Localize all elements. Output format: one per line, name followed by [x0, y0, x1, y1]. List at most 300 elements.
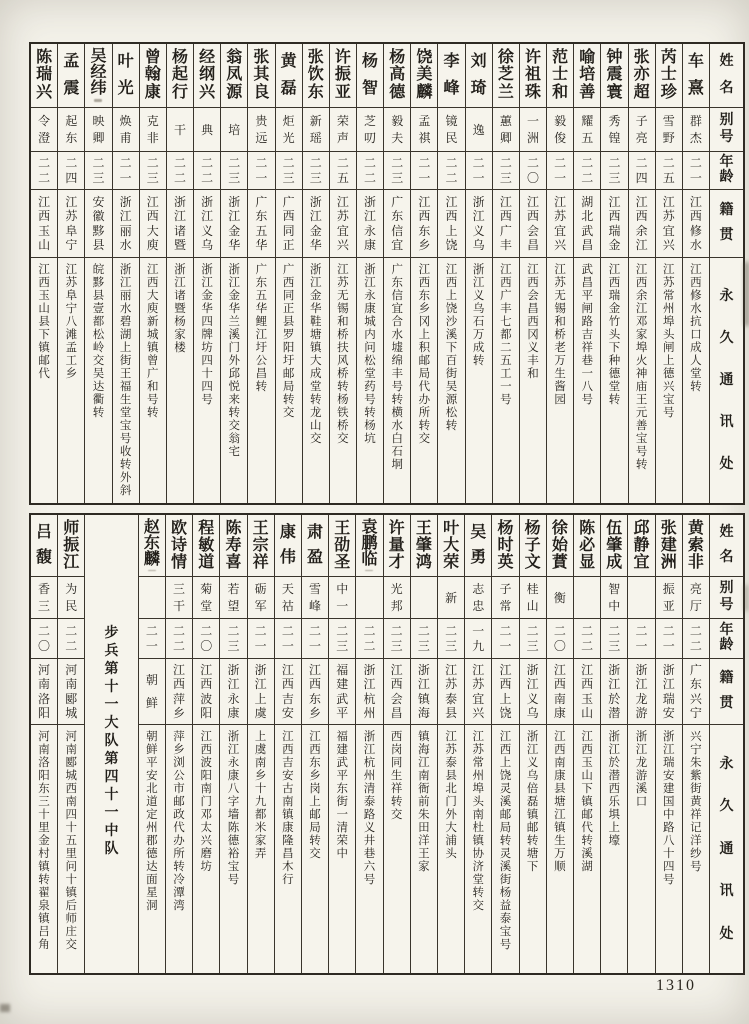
glyph: 生 — [554, 368, 566, 380]
name-cell — [683, 515, 709, 577]
glyph: 一 — [255, 170, 268, 185]
glyph: 高 — [389, 66, 406, 84]
glyph: 兵 — [104, 644, 119, 659]
glyph: 街 — [445, 368, 458, 380]
glyph: 正 — [282, 238, 295, 253]
age-cell — [493, 152, 519, 190]
glyph: 镇 — [581, 796, 593, 808]
glyph: 浙 — [472, 194, 485, 209]
glyph: 通 — [719, 373, 734, 388]
address-cell — [493, 258, 519, 503]
alias-cell — [683, 577, 709, 619]
glyph: 昌 — [527, 303, 539, 315]
glyph: 名 — [719, 80, 734, 96]
glyph: 兴 — [36, 84, 53, 102]
glyph: 西 — [608, 209, 621, 224]
native-place-cell — [357, 190, 383, 258]
glyph: 江 — [147, 264, 159, 276]
glyph: 萍 — [173, 731, 185, 743]
address-cell — [166, 725, 192, 973]
glyph: 华 — [201, 303, 213, 315]
glyph: 江 — [65, 194, 78, 209]
footnote-mark — [365, 570, 373, 571]
glyph: 楼 — [174, 342, 186, 354]
glyph: 代 — [418, 381, 431, 393]
glyph: 碧 — [119, 316, 132, 328]
glyph: 邮 — [526, 822, 539, 834]
glyph: 浙 — [227, 731, 240, 743]
glyph: 江 — [635, 194, 648, 209]
glyph: 江 — [363, 677, 376, 692]
glyph: 陈 — [225, 519, 242, 537]
glyph: 号 — [147, 394, 159, 406]
glyph: 起 — [65, 113, 78, 128]
glyph: 江 — [119, 209, 132, 224]
glyph: 兰 — [497, 84, 514, 102]
address-cell — [628, 725, 654, 973]
glyph: 无 — [554, 290, 566, 302]
native-place-cell — [465, 659, 491, 725]
glyph: 乐 — [608, 796, 621, 808]
glyph: 溪 — [445, 329, 458, 341]
glyph: 蕡 — [551, 553, 568, 571]
glyph: 平 — [581, 290, 594, 302]
person-column — [57, 515, 84, 973]
glyph: 兴 — [690, 731, 702, 743]
name-cell — [220, 515, 246, 577]
glyph: 劭 — [334, 536, 351, 554]
glyph: 第 — [104, 662, 119, 677]
glyph: 许 — [388, 519, 405, 537]
glyph: 镇 — [147, 342, 159, 354]
address-cell — [520, 725, 546, 973]
name-cell — [574, 44, 600, 108]
alias-cell — [275, 577, 301, 619]
glyph: 路 — [662, 822, 675, 834]
native-place-cell — [656, 659, 682, 725]
roster-table-bottom — [29, 513, 745, 975]
glyph: 塘 — [309, 329, 322, 341]
glyph: 一 — [145, 639, 158, 654]
glyph: 浙 — [526, 731, 539, 743]
glyph: 江 — [690, 264, 702, 276]
glyph: 才 — [388, 553, 405, 571]
glyph: 会 — [390, 691, 403, 706]
glyph: 康 — [364, 303, 376, 315]
glyph: 乡 — [65, 368, 78, 380]
glyph: 寿 — [225, 536, 242, 554]
glyph: 外 — [228, 355, 241, 367]
glyph: 永 — [364, 223, 377, 238]
glyph: 宝 — [119, 420, 132, 432]
glyph: 局 — [309, 822, 321, 834]
glyph: 镇 — [38, 342, 50, 354]
person-column — [31, 515, 57, 973]
person-column — [519, 44, 546, 503]
glyph: 萍 — [173, 691, 186, 706]
glyph: 丰 — [500, 303, 512, 315]
glyph: 吉 — [281, 691, 294, 706]
glyph: 姓 — [719, 524, 734, 540]
glyph: 广 — [499, 223, 512, 238]
glyph: 永 — [364, 290, 376, 302]
native-place-cell — [520, 190, 546, 258]
person-column — [165, 515, 192, 973]
glyph: 十 — [254, 783, 267, 795]
glyph: 百 — [445, 355, 458, 367]
glyph: 阜 — [65, 223, 78, 238]
glyph: 江 — [38, 264, 50, 276]
glyph: 阳 — [200, 770, 212, 782]
glyph: 欧 — [171, 519, 188, 537]
glyph: 局 — [499, 822, 512, 834]
glyph: 浦 — [445, 835, 457, 847]
glyph: 门 — [200, 796, 212, 808]
glyph: 黄 — [687, 519, 704, 537]
glyph: 定 — [146, 809, 158, 821]
glyph: 常 — [472, 757, 485, 769]
alias-cell — [547, 577, 573, 619]
glyph: 苏 — [472, 677, 485, 692]
native-place-cell — [438, 190, 464, 258]
glyph: 宜 — [391, 303, 403, 315]
glyph: 阜 — [65, 290, 78, 302]
glyph: 武 — [581, 264, 594, 276]
glyph: 湖 — [581, 194, 594, 209]
age-cell — [656, 152, 682, 190]
name-cell — [166, 515, 192, 577]
glyph: 宜 — [391, 238, 404, 253]
name-cell — [139, 515, 165, 577]
glyph: 滩 — [65, 329, 78, 341]
glyph: 野 — [662, 131, 675, 146]
glyph: 隆 — [282, 835, 294, 847]
age-cell — [113, 152, 139, 190]
person-column — [627, 515, 654, 973]
glyph: 问 — [364, 342, 376, 354]
glyph: 九 — [472, 639, 485, 654]
glyph: 泰 — [445, 757, 457, 769]
name-cell — [140, 44, 166, 108]
glyph: 义 — [201, 223, 214, 238]
glyph: 毅 — [391, 113, 404, 128]
glyph: 河 — [65, 731, 77, 743]
person-column — [220, 44, 247, 503]
alias-cell — [194, 108, 220, 152]
glyph: 江 — [336, 194, 349, 209]
person-column — [383, 44, 410, 503]
glyph: 年 — [719, 155, 734, 171]
glyph: 转 — [364, 407, 376, 419]
glyph: 二 — [581, 156, 594, 171]
age-cell — [683, 152, 709, 190]
glyph: 五 — [336, 170, 349, 185]
age-cell — [220, 619, 246, 659]
glyph: 黟 — [92, 277, 105, 289]
glyph: 峰 — [309, 598, 322, 613]
glyph: 江 — [500, 264, 512, 276]
glyph: 松 — [445, 407, 458, 419]
name-cell — [221, 44, 247, 108]
glyph: 龄 — [719, 638, 734, 654]
glyph: 西 — [309, 744, 321, 756]
glyph: 鞋 — [309, 316, 322, 328]
glyph: 药 — [364, 381, 376, 393]
glyph: 二 — [417, 623, 430, 638]
alias-cell — [248, 108, 274, 152]
glyph: 沙 — [445, 316, 458, 328]
glyph: 路 — [581, 316, 594, 328]
glyph: 江 — [38, 194, 51, 209]
glyph: 起 — [171, 66, 188, 84]
glyph: 壹 — [92, 303, 105, 315]
glyph: 康 — [553, 705, 566, 720]
glyph: 酱 — [554, 381, 566, 393]
glyph: 兴 — [200, 835, 212, 847]
native-place-cell — [275, 659, 301, 725]
glyph: 号 — [364, 394, 376, 406]
glyph: 转 — [309, 394, 322, 406]
glyph: 浙 — [201, 264, 213, 276]
glyph: 二 — [662, 623, 675, 638]
glyph: 珍 — [660, 84, 677, 102]
glyph: 衢 — [92, 394, 105, 406]
glyph: 二 — [608, 156, 621, 171]
glyph: 门 — [228, 342, 241, 354]
age-cell — [221, 152, 247, 190]
glyph: 坑 — [364, 433, 376, 445]
glyph: 交 — [309, 848, 321, 860]
glyph: 西 — [526, 209, 539, 224]
glyph: 永 — [227, 757, 240, 769]
glyph: 二 — [201, 170, 214, 185]
glyph: 一 — [554, 170, 567, 185]
glyph: 巷 — [581, 355, 594, 367]
glyph: 澄 — [38, 131, 51, 146]
glyph: 赵 — [143, 519, 160, 536]
glyph: 超 — [633, 84, 650, 102]
person-column — [328, 515, 355, 973]
glyph: 江 — [364, 209, 377, 224]
glyph: 堂 — [309, 381, 322, 393]
glyph: 江 — [554, 194, 567, 209]
glyph: 所 — [173, 848, 185, 860]
glyph: 江 — [635, 238, 648, 253]
glyph: 西 — [200, 677, 213, 692]
glyph: 转 — [690, 381, 702, 393]
glyph: 同 — [390, 757, 403, 769]
glyph: 里 — [38, 822, 50, 834]
glyph: 后 — [65, 900, 77, 912]
glyph: 大 — [445, 822, 457, 834]
glyph: 吕 — [36, 523, 53, 541]
glyph: 西 — [200, 744, 212, 756]
native-place-cell — [193, 659, 219, 725]
glyph: 玉 — [581, 691, 594, 706]
alias-cell — [58, 577, 84, 619]
glyph: 逸 — [472, 122, 485, 137]
glyph: 二 — [689, 623, 702, 638]
glyph: 源 — [226, 84, 243, 102]
glyph: 杨 — [524, 519, 541, 537]
glyph: 南 — [554, 757, 566, 769]
glyph: 积 — [418, 342, 431, 354]
glyph: 陈 — [36, 48, 53, 66]
glyph: 南 — [282, 796, 294, 808]
glyph: 二 — [554, 156, 567, 171]
alias-cell — [58, 108, 84, 152]
glyph: 二 — [282, 156, 295, 171]
age-cell — [465, 619, 491, 659]
glyph: 光 — [282, 131, 295, 146]
glyph: 杭 — [363, 757, 376, 769]
glyph: 西 — [581, 744, 593, 756]
glyph: 步 — [104, 626, 119, 641]
glyph: 浙 — [364, 264, 376, 276]
glyph: 西 — [689, 209, 702, 224]
glyph: 古 — [282, 783, 294, 795]
glyph: 永 — [719, 289, 734, 304]
glyph: 珠 — [524, 84, 541, 102]
alias-cell — [248, 577, 274, 619]
glyph: 建 — [660, 536, 677, 554]
age-cell — [167, 152, 193, 190]
person-column — [655, 44, 682, 503]
glyph: 震 — [63, 79, 80, 97]
glyph: 二 — [119, 156, 132, 171]
glyph: 情 — [171, 553, 188, 571]
glyph: 江 — [65, 264, 78, 276]
glyph: 转 — [418, 420, 431, 432]
glyph: 锽 — [608, 131, 621, 146]
header-column — [709, 515, 743, 973]
person-column — [355, 515, 382, 973]
person-column — [492, 44, 519, 503]
glyph: 七 — [500, 316, 512, 328]
glyph: 徐 — [497, 48, 514, 66]
glyph: 二 — [173, 623, 186, 638]
glyph: 镇 — [309, 342, 322, 354]
glyph: 海 — [417, 705, 430, 720]
age-cell — [384, 152, 410, 190]
glyph: 转 — [472, 887, 485, 899]
glyph: 二 — [255, 156, 268, 171]
glyph: 灵 — [499, 848, 512, 860]
native-place-cell — [411, 659, 437, 725]
glyph: 江 — [228, 209, 241, 224]
glyph: 吴 — [445, 381, 458, 393]
glyph: 三 — [228, 170, 241, 185]
glyph: 永 — [227, 691, 240, 706]
glyph: 苏 — [445, 677, 458, 692]
glyph: 东 — [143, 535, 160, 552]
glyph: 八 — [662, 835, 675, 847]
glyph: 号 — [663, 407, 675, 419]
glyph: 庙 — [635, 381, 648, 393]
glyph: 杨 — [174, 316, 186, 328]
native-place-cell — [492, 659, 518, 725]
age-cell — [357, 152, 383, 190]
glyph: 陈 — [579, 519, 596, 537]
glyph: 兴 — [663, 381, 675, 393]
name-cell — [248, 515, 274, 577]
glyph: 一 — [472, 623, 485, 638]
glyph: 南 — [38, 677, 51, 692]
alias-cell — [520, 108, 546, 152]
glyph: 江 — [554, 731, 566, 743]
glyph: 宁 — [690, 744, 702, 756]
glyph: 都 — [92, 316, 105, 328]
glyph: 壕 — [608, 835, 621, 847]
glyph: 大 — [309, 355, 322, 367]
age-cell — [520, 619, 546, 659]
glyph: 金 — [38, 835, 50, 847]
glyph: 广 — [255, 194, 268, 209]
glyph: 西 — [500, 277, 512, 289]
glyph: 冷 — [173, 874, 185, 886]
glyph: 西 — [281, 677, 294, 692]
glyph: 洲 — [526, 131, 539, 146]
glyph: 江 — [499, 194, 512, 209]
glyph: 陈 — [227, 822, 240, 834]
glyph: 浙 — [228, 264, 241, 276]
glyph: 祥 — [581, 342, 594, 354]
glyph: 安 — [146, 770, 158, 782]
glyph: 口 — [690, 329, 702, 341]
glyph: 杨 — [362, 53, 379, 71]
name-cell — [411, 515, 437, 577]
glyph: 徐 — [551, 519, 568, 537]
glyph: 浙 — [363, 731, 376, 743]
glyph: 南 — [65, 744, 77, 756]
glyph: 波 — [200, 691, 213, 706]
glyph: 武 — [336, 757, 348, 769]
age-cell — [58, 152, 84, 190]
name-cell — [492, 515, 518, 577]
alias-cell — [356, 577, 382, 619]
name-cell — [194, 44, 220, 108]
glyph: 号 — [499, 939, 512, 951]
glyph: 石 — [391, 446, 403, 458]
glyph: 西 — [309, 677, 322, 692]
native-place-cell — [302, 659, 328, 725]
glyph: 同 — [282, 290, 295, 302]
glyph: 北 — [445, 783, 457, 795]
glyph: 龙 — [309, 407, 322, 419]
glyph: 振 — [63, 536, 80, 554]
person-column — [410, 44, 437, 503]
alias-cell — [302, 577, 328, 619]
glyph: 转 — [499, 835, 512, 847]
alias-cell — [493, 108, 519, 152]
glyph: 祺 — [418, 131, 431, 146]
glyph: 转 — [147, 407, 159, 419]
glyph: 工 — [65, 355, 78, 367]
glyph: 十 — [104, 788, 119, 803]
native-place-cell — [493, 190, 519, 258]
alias-cell — [547, 108, 573, 152]
glyph: 朝 — [146, 731, 158, 743]
address-cell — [547, 258, 573, 503]
glyph: 玉 — [38, 290, 50, 302]
glyph: 宁 — [65, 303, 78, 315]
glyph: 泰 — [499, 913, 512, 925]
glyph: 中 — [608, 598, 621, 613]
glyph: 菊 — [200, 582, 213, 597]
glyph: 道 — [146, 796, 158, 808]
glyph: 广 — [282, 264, 295, 276]
glyph: 广 — [255, 264, 268, 276]
